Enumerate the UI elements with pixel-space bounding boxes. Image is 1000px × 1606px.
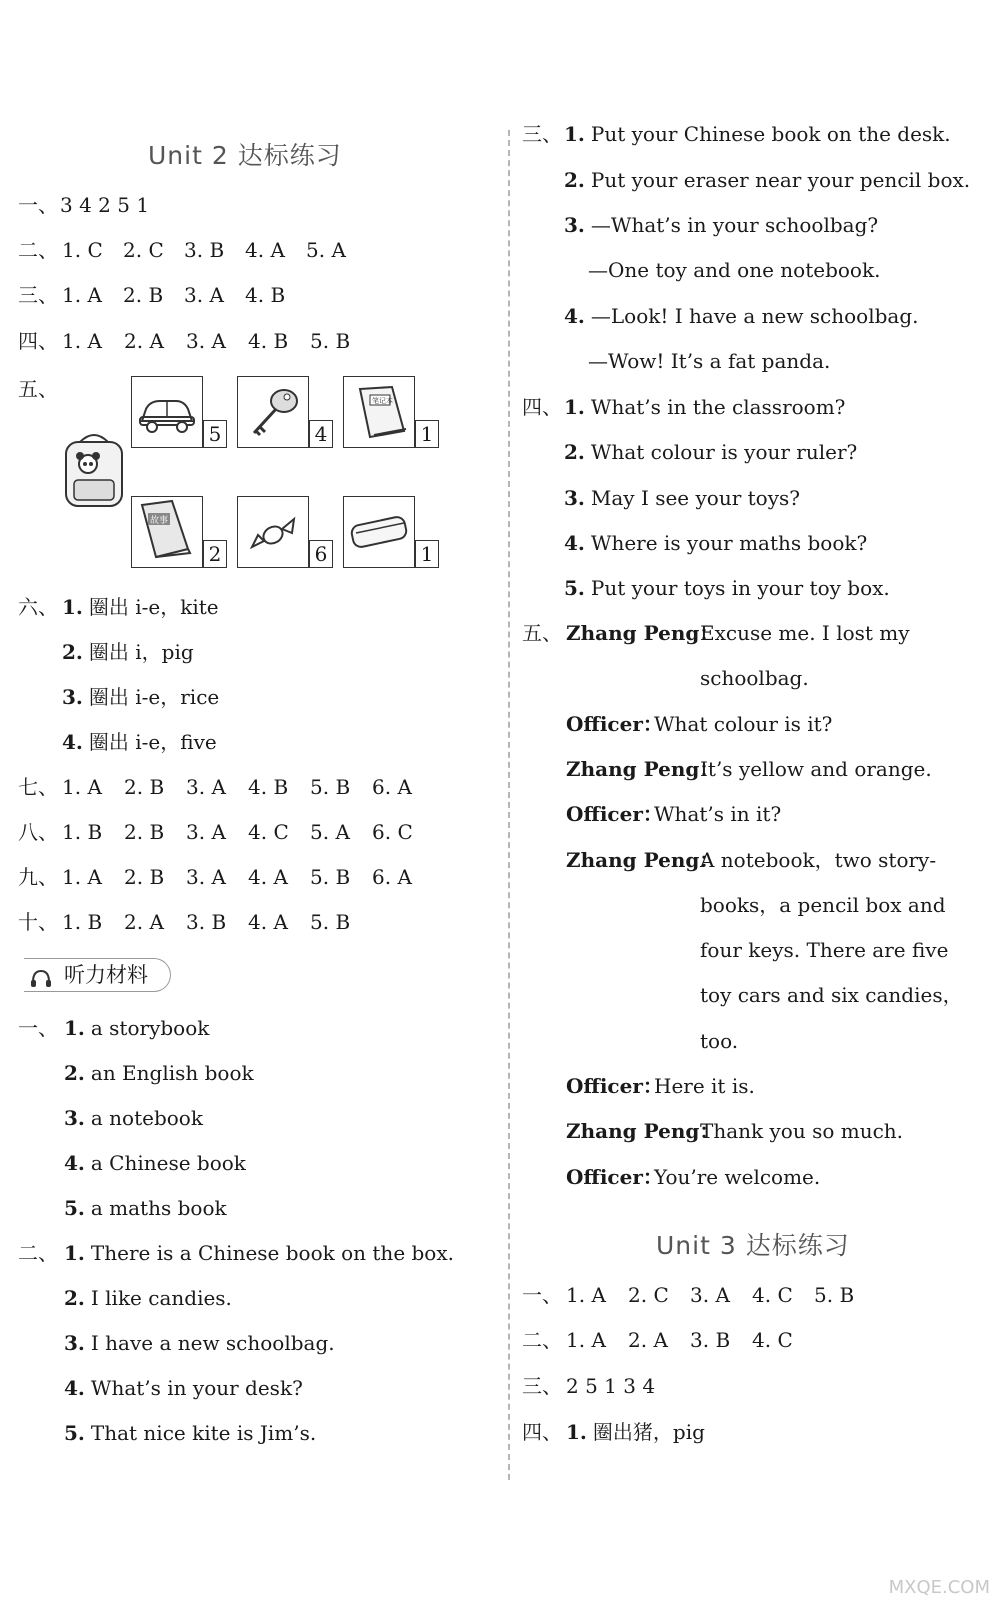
answer-item: 5. A [310,820,350,844]
dialogue-line: Thank you so much. [700,1119,904,1144]
answer-item: 4. B [245,283,286,307]
item-number: 4. [64,1376,85,1400]
item-number: 1. [564,395,585,419]
answer-number-box: 6 [309,540,333,568]
item-text: —Wow! It’s a fat panda. [588,349,831,373]
answer-line [564,485,800,511]
answer-line [64,1240,454,1266]
dialogue-line: What colour is it? [654,711,833,736]
section-label: 一、 [18,1016,58,1040]
item-text: Put your Chinese book on the desk. [590,122,951,146]
item-text: What’s in your desk? [90,1376,303,1400]
answer-item: 4. A [245,238,285,262]
item-text: I like candies. [90,1286,232,1310]
speaker-name: Officer： [566,1164,663,1189]
speaker-name: Zhang Peng： [566,847,720,872]
item-text: an English book [90,1061,254,1085]
column-divider [508,130,510,1480]
answer-item: 1. A [566,1283,606,1307]
listening-material-tag [24,958,171,992]
item-number: 5. [64,1421,85,1445]
answer-item: 2. B [124,865,165,889]
answer-item: 2. C [628,1283,669,1307]
answer-item: 1. A [62,283,102,307]
section-label: 三、 [18,283,58,307]
item-number: 4. [564,304,585,328]
answer-item: 4. C [752,1328,793,1352]
answer-item: 1. C [62,238,103,262]
speaker-name: Officer： [566,1074,663,1098]
section-label: 五、 [522,621,562,645]
item-text: Put your eraser near your pencil box. [590,168,971,192]
answer-item: 2. A [124,910,164,934]
answer-number-box: 1 [415,540,439,568]
item-number: 3. [64,1106,85,1130]
item-text: 圈出 i-e，kite [88,595,219,619]
answer-line [564,530,867,556]
answer-item: 5. B [310,775,351,799]
item-text: 圈出猪，pig [592,1420,705,1444]
answer-item: 1. B [62,820,103,844]
section-label: 八、 [18,820,58,844]
answer-line [564,303,919,329]
item-text: —What’s in your schoolbag? [590,213,879,237]
answer-item: 4. C [752,1283,793,1307]
item-text: a notebook [90,1106,203,1130]
section-label: 三、 [522,122,562,146]
dialogue-line: It’s yellow and orange. [700,756,932,781]
item-number: 1. [64,1241,85,1265]
item-text: Where is your maths book? [590,531,868,555]
answer-line [582,348,830,374]
answer-item: 5. B [310,329,351,353]
candy-icon [237,496,309,568]
item-text: May I see your toys? [590,486,801,510]
item-number: 1. [564,122,585,146]
answer-line [564,121,951,147]
speaker-name: Officer： [566,802,663,827]
section-label: 五、 [18,377,58,401]
answer-item: 1. A [566,1328,606,1352]
answer-item: 3. A [186,865,226,889]
answer-item: 1. A [62,775,102,799]
answer-item: 6. A [372,775,412,799]
key-icon [237,376,309,448]
answer-line [62,594,219,620]
car-icon [131,376,203,448]
item-text: 圈出 i-e，rice [88,685,220,709]
speaker-name: Zhang Peng： [566,1119,720,1144]
section-label: 三、 [522,1374,562,1398]
answer-item: 1. A [62,865,102,889]
answer-line [64,1285,232,1311]
item-number: 1. [62,595,83,619]
answer-line [566,1419,705,1445]
answer-item: 2. B [124,775,165,799]
answer-item: 3. A [186,775,226,799]
answer-item: 2. B [124,820,165,844]
dialogue-line: too. [700,1028,739,1053]
section-label: 四、 [18,329,58,353]
answer-item: 4. B [248,775,289,799]
section-label: 一、 [522,1283,562,1307]
watermark: MXQE.COM [888,1577,990,1598]
item-text: There is a Chinese book on the box. [90,1241,454,1265]
answer-item: 4. A [248,910,288,934]
answer-line [564,212,878,238]
answer-line [62,639,194,665]
storybook-icon [131,496,203,568]
notebook-icon [343,376,415,448]
dialogue-line: schoolbag. [700,666,809,691]
answer-item: 2. A [628,1328,668,1352]
ordering-answer: 2 5 1 3 4 [566,1374,656,1398]
answer-item: 4. C [248,820,289,844]
answer-line [64,1375,303,1401]
section-label: 二、 [522,1328,562,1352]
speaker-name: Officer： [566,711,663,736]
item-number: 4. [64,1151,85,1175]
dialogue-line: books，a pencil box and [700,892,946,917]
answer-item: 2. A [124,329,164,353]
dialogue-line: toy cars and six candies， [700,983,963,1008]
answer-line [64,1195,227,1221]
answer-item: 6. A [372,865,412,889]
section-label: 四、 [522,1420,562,1444]
item-text: That nice kite is Jim’s. [90,1421,317,1445]
speaker-name: Zhang Peng： [566,621,720,645]
answer-number-box: 1 [415,420,439,448]
dialogue-line: What’s in it? [654,802,782,827]
answer-item: 1. B [62,910,103,934]
item-number: 2. [62,640,83,664]
section-label: 十、 [18,910,58,934]
schoolbag-illustration [58,430,130,512]
section-label: 二、 [18,238,58,262]
answer-item: 2. C [123,238,164,262]
item-text: I have a new schoolbag. [90,1331,335,1355]
item-text: —Look! I have a new schoolbag. [590,304,919,328]
item-text: —One toy and one notebook. [588,258,881,282]
item-number: 2. [564,440,585,464]
answer-line [62,729,217,755]
answer-line [64,1150,246,1176]
item-number: 2. [64,1061,85,1085]
answer-item: 4. B [248,329,289,353]
item-text: Put your toys in your toy box. [590,576,890,600]
item-number: 1. [566,1420,587,1444]
answer-item: 5. B [310,865,351,889]
answer-line [564,439,857,465]
answer-item: 5. B [310,910,351,934]
answer-line [582,257,880,283]
answer-item: 6. C [372,820,413,844]
answer-line [564,575,890,601]
item-text: 圈出 i-e，five [88,730,217,754]
answer-item: 3. A [186,329,226,353]
ordering-answer: 3 4 2 5 1 [60,193,150,217]
answer-line [62,684,219,710]
headphones-icon [30,965,52,985]
answer-item: 4. A [248,865,288,889]
answer-line [564,167,970,193]
section-label: 六、 [18,595,58,619]
dialogue-line: A notebook，two story- [700,847,937,872]
dialogue-line: Here it is. [654,1074,755,1098]
answer-line [64,1015,209,1041]
dialogue-line: four keys. There are five [700,938,949,963]
item-number: 3. [564,486,585,510]
answer-line [64,1420,316,1446]
item-text: a maths book [90,1196,227,1220]
pencil-box-icon [343,496,415,568]
answer-item: 3. B [184,238,225,262]
answer-item: 3. B [186,910,227,934]
item-number: 1. [64,1016,85,1040]
answer-item: 5. A [306,238,346,262]
svg-text:故事: 故事 [150,516,169,526]
item-number: 3. [564,213,585,237]
section-label: 二、 [18,1241,58,1265]
answer-number-box: 2 [203,540,227,568]
answer-item: 2. B [123,283,164,307]
item-number: 2. [564,168,585,192]
answer-line [64,1060,254,1086]
item-number: 4. [564,531,585,555]
answer-line [64,1105,203,1131]
answer-item: 1. A [62,329,102,353]
answer-item: 3. A [186,820,226,844]
answer-item: 3. B [690,1328,731,1352]
section-label: 一、 [18,193,58,217]
item-number: 2. [64,1286,85,1310]
answer-line [564,394,845,420]
answer-item: 3. A [690,1283,730,1307]
speaker-name: Zhang Peng： [566,756,720,781]
section-label: 四、 [522,395,562,419]
item-number: 5. [64,1196,85,1220]
answer-line [64,1330,335,1356]
item-text: a Chinese book [90,1151,246,1175]
item-text: a storybook [90,1016,210,1040]
dialogue-line: You’re welcome. [654,1164,821,1189]
item-number: 4. [62,730,83,754]
listening-material-title: 听力材料 [64,963,148,987]
section-label: 七、 [18,775,58,799]
item-number: 5. [564,576,585,600]
item-text: What colour is your ruler? [590,440,858,464]
unit-3-title: Unit 3 达标练习 [656,1231,850,1260]
item-number: 3. [64,1331,85,1355]
dialogue-line: Excuse me. I lost my [700,621,910,645]
answer-number-box: 4 [309,420,333,448]
svg-text:笔记本: 笔记本 [372,397,393,405]
section-label: 九、 [18,865,58,889]
item-number: 3. [62,685,83,709]
answer-number-box: 5 [203,420,227,448]
item-text: 圈出 i，pig [88,640,194,664]
item-text: What’s in the classroom? [590,395,846,419]
answer-item: 5. B [814,1283,855,1307]
unit-2-title: Unit 2 达标练习 [148,141,342,170]
answer-item: 3. A [184,283,224,307]
